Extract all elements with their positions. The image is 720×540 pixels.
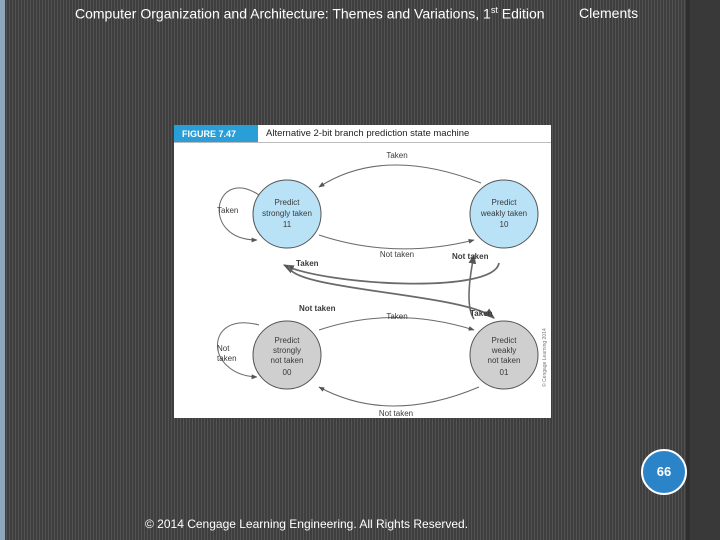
figure-credit: © Cengage Learning 2014: [542, 328, 548, 387]
state-01-code: 01: [499, 368, 509, 377]
edge-top-taken: [319, 165, 481, 187]
state-01-line2: weakly: [491, 346, 517, 355]
page-number-badge: 66: [641, 449, 687, 495]
label-self-not-line1: Not: [217, 344, 230, 353]
state-11: [253, 180, 321, 248]
figure-header: [174, 125, 551, 143]
figure-header-rule: [174, 142, 551, 143]
label-mid-taken: Taken: [386, 312, 408, 321]
figure-panel: [174, 125, 551, 418]
state-01-line1: Predict: [491, 336, 517, 345]
state-10-code: 10: [499, 220, 509, 229]
figure-title: Alternative 2-bit branch prediction state machine: [266, 128, 470, 139]
state-machine-diagram: [174, 125, 551, 418]
label-taken-right: Taken: [470, 309, 493, 318]
state-11-code: 11: [282, 220, 292, 229]
label-taken-left: Taken: [296, 259, 319, 268]
title-text: Computer Organization and Architecture: Themes and Variations, 1: [75, 5, 491, 22]
figure-label: FIGURE 7.47: [174, 125, 258, 143]
state-00-line3: not taken: [270, 356, 304, 365]
state-00-line1: Predict: [274, 336, 300, 345]
state-00: [253, 321, 321, 389]
label-self-taken: Taken: [217, 206, 239, 215]
state-10-line1: Predict: [491, 198, 517, 207]
state-10-line2: weakly taken: [480, 209, 528, 218]
label-top-taken: Taken: [386, 151, 408, 160]
copyright-footer: © 2014 Cengage Learning Engineering. All Rights Reserved.: [145, 517, 469, 531]
state-11-line1: Predict: [274, 198, 300, 207]
label-self-not-line2: taken: [217, 354, 237, 363]
edge-weak-taken-to-weak-not: [319, 235, 474, 249]
label-not-taken-right: Not taken: [452, 252, 489, 261]
title-suffix: Edition: [497, 5, 545, 22]
right-strip: [690, 0, 720, 540]
edge-bottom-not-taken: [319, 387, 479, 406]
label-bottom-not-taken: Not taken: [378, 409, 414, 418]
left-accent-bar: [0, 0, 5, 540]
state-11-line2: strongly taken: [262, 209, 312, 218]
label-not-taken-center: Not taken: [299, 304, 336, 313]
state-00-line2: strongly: [272, 346, 302, 355]
state-01-line3: not taken: [487, 356, 521, 365]
state-01: [470, 321, 538, 389]
slide-header-author: Clements: [579, 5, 639, 21]
state-00-code: 00: [282, 368, 292, 377]
state-10: [470, 180, 538, 248]
slide-header-title: [75, 5, 545, 22]
label-mid-not-taken: Not taken: [379, 250, 415, 259]
title-superscript: st: [490, 5, 498, 15]
